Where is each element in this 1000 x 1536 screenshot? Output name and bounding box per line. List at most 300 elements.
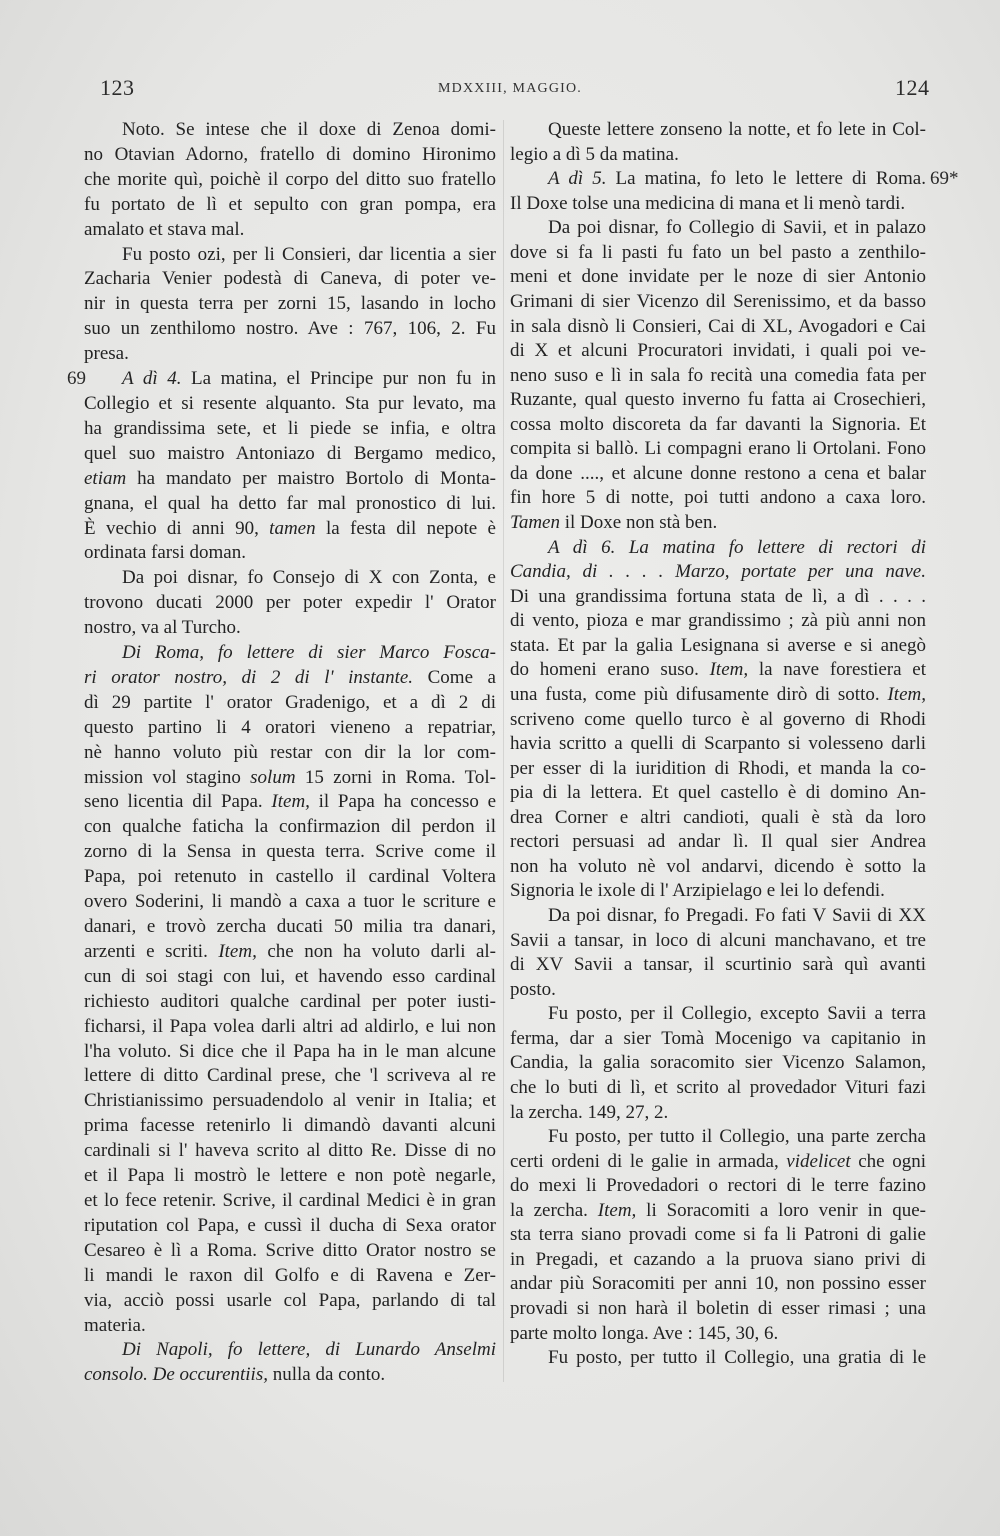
italic-text-segment: ri orator nostro, di 2 di l' instante.	[84, 666, 414, 688]
text-segment: che morite quì, poichè il corpo del ditto suo fratello	[84, 168, 496, 190]
text-segment: Fu posto, per tutto il Collegio, una parte zercha	[548, 1126, 926, 1148]
page-number-left: 123	[100, 75, 135, 100]
text-segment: Candia, la galia soracomito sier Vicenzo Salamon,	[510, 1052, 926, 1074]
paragraph	[84, 243, 496, 368]
text-segment: 15 zorni in Roma. Tol-	[295, 766, 496, 788]
text-segment: il Doxe non stà ben.	[559, 512, 718, 533]
text-line	[510, 486, 926, 511]
text-segment: fin hore 5 di notte, poi tutti andono a caxa loro.	[510, 487, 926, 509]
text-line	[510, 683, 926, 708]
line-text	[548, 537, 926, 558]
text-line	[84, 591, 496, 616]
line-text	[84, 144, 496, 165]
text-line	[84, 741, 496, 766]
line-text	[510, 266, 926, 287]
line-text	[510, 758, 926, 779]
line-text	[510, 610, 926, 631]
text-segment: nè hanno voluto più restar con dir la lor com-	[84, 741, 496, 763]
text-segment: amalato et stava mal.	[84, 218, 245, 240]
paragraph	[510, 167, 959, 216]
line-text	[548, 168, 926, 189]
line-text	[510, 684, 926, 705]
line-text	[84, 194, 496, 215]
text-line	[510, 167, 959, 192]
line-text	[510, 659, 926, 680]
text-segment: compita si ballò. Li compagni erano li Ortolani. Fono	[510, 438, 926, 460]
line-text	[510, 709, 926, 730]
text-segment: di vento, pioza e mar grandissimo ; zà più anni non	[510, 610, 926, 632]
line-text	[122, 119, 496, 140]
text-segment: Queste lettere zonseno la notte, et fo lete in Col-	[548, 119, 926, 140]
line-text	[510, 586, 926, 607]
text-segment: dove si fa li pasti fu fato un bel pasto a zenthilo-	[510, 241, 926, 263]
text-line	[510, 118, 926, 143]
text-line	[510, 511, 926, 536]
text-line	[84, 243, 496, 268]
text-segment: li mandi le raxon dil Golfo e di Ravena e Zer-	[84, 1264, 496, 1286]
line-text	[84, 767, 496, 788]
text-line	[510, 413, 926, 438]
text-segment: Fu posto, per tutto il Collegio, una gratia di le	[548, 1347, 926, 1369]
text-line	[84, 716, 496, 741]
text-line	[510, 216, 926, 241]
line-text	[510, 954, 926, 975]
line-text	[84, 443, 496, 464]
text-line	[84, 492, 496, 517]
text-segment: Grimani di sier Vicenzo dil Serenissimo, et da basso	[510, 290, 926, 312]
line-text	[510, 242, 926, 263]
text-segment: materia.	[84, 1314, 146, 1336]
paragraph	[510, 1346, 926, 1371]
line-text	[84, 617, 241, 638]
column-divider	[503, 120, 504, 1382]
text-segment: gnana, el qual ha detto far mal pronostico di lui.	[84, 492, 496, 514]
text-line	[510, 1027, 926, 1052]
line-text	[84, 1290, 496, 1311]
line-text	[84, 1240, 496, 1261]
text-line	[510, 904, 926, 929]
line-text	[548, 217, 926, 238]
text-segment: ferma, dar a sier Tomà Mocenigo va capitanio in	[510, 1027, 926, 1049]
line-text	[122, 567, 496, 588]
text-segment: seno licentia dil Papa.	[84, 791, 272, 813]
text-line	[510, 658, 926, 683]
text-segment: che lo buti di lì, et scrito al provedador Vituri fazi	[510, 1076, 926, 1098]
paragraph	[510, 904, 926, 1002]
text-segment: Savii a tansar, in loco di alcuni manchavano, et tre	[510, 929, 926, 951]
text-line	[84, 1289, 496, 1314]
text-line	[84, 616, 496, 641]
text-segment: che non ha voluto darli al-	[256, 940, 496, 962]
text-segment: Signoria le ixole di l' Arzipielago e lei lo defendi.	[510, 880, 885, 902]
text-line	[510, 315, 926, 340]
line-text	[548, 1003, 926, 1024]
italic-text-segment: Di Napoli, fo lettere, di Lunardo Anselmi	[122, 1339, 496, 1361]
text-segment: Come a	[413, 666, 496, 688]
line-text	[84, 1041, 496, 1062]
text-segment: nulla da conto.	[267, 1364, 386, 1386]
text-line	[510, 364, 926, 389]
text-line	[510, 1101, 926, 1126]
text-line	[84, 840, 496, 865]
line-text	[84, 966, 496, 987]
line-text	[510, 291, 926, 312]
text-segment: di X et alcuni Procuratori invidati, i quali poi ve-	[510, 340, 926, 362]
text-line	[84, 691, 496, 716]
text-line	[510, 634, 926, 659]
line-text	[84, 717, 496, 738]
text-line	[510, 781, 926, 806]
text-line	[510, 953, 926, 978]
text-segment: Cesareo è lì a Roma. Scrive ditto Orator nostro se	[84, 1239, 496, 1261]
line-text	[510, 1175, 926, 1196]
left-column	[67, 118, 497, 1388]
text-segment: zorno di la Sensa in questa terra. Scrive come il	[84, 841, 496, 863]
text-segment: Collegio et si resente alquanto. Sta pur levato, ma	[84, 392, 496, 414]
text-segment: ficharsi, il Papa volea darli altri ad aldirlo, e lui non	[84, 1015, 496, 1037]
line-text	[510, 512, 717, 533]
text-line	[510, 1248, 926, 1273]
italic-text-segment: Candia, di . . . . Marzo, portate per una nave.	[510, 561, 926, 583]
italic-text-segment: Item,	[597, 1199, 637, 1221]
text-line	[510, 708, 926, 733]
text-line	[84, 1040, 496, 1065]
paragraph	[84, 641, 496, 1338]
text-line	[84, 218, 496, 243]
text-segment: la nave forestiera et	[748, 659, 926, 681]
paragraph	[84, 1338, 496, 1388]
text-line	[510, 732, 926, 757]
text-segment: stata. Et par la galia Lesignana si averse e si anegò	[510, 634, 926, 656]
text-line	[510, 1223, 926, 1248]
line-text	[84, 318, 496, 339]
text-segment: arzenti e scriti.	[84, 940, 219, 962]
line-text	[84, 891, 496, 912]
text-segment: do homeni erano suso.	[510, 659, 710, 681]
line-text	[84, 1215, 496, 1236]
line-text	[84, 941, 496, 962]
text-line	[84, 990, 496, 1015]
text-line	[510, 757, 926, 782]
line-text	[84, 991, 496, 1012]
paragraph	[84, 118, 496, 243]
text-line	[84, 1089, 496, 1114]
text-line	[84, 517, 496, 542]
paragraph	[84, 566, 496, 641]
text-line	[510, 1150, 926, 1175]
line-text	[84, 493, 496, 514]
text-segment: rectori persuasi ad andar lì. Il qual sier Andrea	[510, 831, 926, 853]
text-line	[510, 585, 926, 610]
text-line	[510, 978, 926, 1003]
line-text	[84, 1115, 496, 1136]
text-line	[84, 1164, 496, 1189]
line-text	[510, 1298, 926, 1319]
italic-text-segment: A dì 6. La matina fo lettere di rectori di	[548, 536, 926, 558]
text-segment: provadi si non harà il boletin di esser rimasi ; una	[510, 1298, 926, 1319]
italic-text-segment: Item,	[271, 791, 310, 813]
text-segment: la zercha. 149, 27, 2.	[510, 1101, 669, 1123]
line-text	[84, 1165, 496, 1186]
text-line	[510, 143, 926, 168]
text-line	[84, 342, 496, 367]
margin-note: 69	[67, 368, 86, 390]
text-segment: overo Soderini, li mandò a caxa a tuor le scriture e	[84, 891, 496, 913]
text-segment: in sala disnò li Consieri, Cai di XL, Avogadori e Cai	[510, 315, 926, 337]
italic-text-segment: tamen	[269, 517, 316, 539]
text-line	[84, 392, 496, 417]
text-line	[67, 367, 496, 392]
paragraph	[67, 367, 496, 566]
text-line	[84, 890, 496, 915]
text-segment: sta terra siano provadi come si fa li Patroni di galie	[510, 1224, 926, 1246]
text-segment: meni et done invidate per le noze di sier Antonio	[510, 266, 926, 288]
text-line	[510, 879, 926, 904]
text-segment: Zacharia Venier podestà di Caneva, di poter ve-	[84, 268, 496, 290]
text-line	[84, 965, 496, 990]
text-line	[510, 1174, 926, 1199]
text-line	[510, 1076, 926, 1101]
italic-text-segment: Di Roma, fo lettere di sier Marco Fosca-	[122, 642, 496, 664]
line-text	[84, 1364, 385, 1385]
text-segment: richiesto auditori qualche cardinal per poter iusti-	[84, 990, 496, 1012]
line-text	[510, 1102, 668, 1123]
text-line	[510, 609, 926, 634]
text-segment: cun di soi stagi con lui, et havendo esso cardinal	[84, 965, 496, 987]
line-text	[510, 193, 905, 214]
text-segment: parte molto longa. Ave : 145, 30, 6.	[510, 1322, 779, 1344]
line-text	[84, 692, 496, 713]
text-line	[84, 292, 496, 317]
text-segment: di XV Savii a tansar, il scurtinio sarà quì avanti	[510, 954, 926, 976]
text-segment: posto.	[510, 978, 556, 1000]
text-line	[84, 1314, 496, 1339]
line-text	[510, 316, 926, 337]
text-segment: questo partino li 4 oratori vieneno a repatriar,	[84, 716, 496, 738]
line-text	[122, 244, 496, 265]
line-text	[84, 219, 244, 240]
line-text	[84, 393, 496, 414]
line-text	[510, 414, 926, 435]
line-text	[510, 635, 926, 656]
line-text	[84, 343, 129, 364]
text-line	[84, 267, 496, 292]
text-line	[510, 855, 926, 880]
text-segment: Da poi disnar, fo Collegio di Savii, et in palazo	[548, 217, 926, 239]
line-text	[510, 1249, 926, 1270]
line-text	[510, 831, 926, 852]
text-line	[84, 1239, 496, 1264]
line-text	[84, 418, 496, 439]
text-line	[84, 541, 496, 566]
text-segment: ha grandissima sete, et li piede se infia, e oltra	[84, 417, 496, 439]
paragraph	[510, 536, 926, 904]
text-segment: dì 29 partite l' orator Gradenigo, et a dì 2 di	[84, 691, 496, 713]
line-text	[510, 1028, 926, 1049]
line-text	[84, 1140, 496, 1161]
text-line	[84, 143, 496, 168]
paragraph	[510, 118, 926, 167]
text-line	[510, 462, 926, 487]
text-line	[84, 766, 496, 791]
line-text	[122, 1339, 496, 1360]
text-segment: La matina, el Principe pur non fu in	[181, 368, 496, 390]
text-segment: via, acciò possi usarle col Papa, parlando di tal	[84, 1289, 496, 1311]
line-text	[510, 438, 926, 459]
text-line	[84, 865, 496, 890]
line-text	[84, 1265, 496, 1286]
text-segment: Fu posto, per il Collegio, excepto Savii a terra	[548, 1003, 926, 1025]
text-line	[84, 790, 496, 815]
text-segment: Fu posto ozi, per li Consieri, dar licentia a sier	[122, 243, 496, 265]
text-segment: riputation col Papa, e cussì il ducha di Sexa orator	[84, 1214, 496, 1236]
text-segment: andar più Soracomiti per anni 10, non possino esser	[510, 1273, 926, 1295]
text-line	[84, 442, 496, 467]
line-text	[510, 979, 556, 1000]
line-text	[510, 463, 926, 484]
text-line	[84, 193, 496, 218]
line-text	[510, 1323, 778, 1344]
text-segment: suo un zenthilomo nostro. Ave : 767, 106, 2. Fu	[84, 318, 496, 340]
text-segment: Di una grandissima fortuna stata de lì, a dì . . . .	[510, 585, 926, 607]
line-text	[510, 389, 926, 410]
text-segment: havia scritto a quelli di Scarpanto si volesseno darli	[510, 733, 926, 755]
text-segment: con qualche faticha la confirmazion dil perdon il	[84, 816, 496, 838]
text-line	[510, 1002, 926, 1027]
line-text	[84, 1315, 146, 1336]
text-segment: Il Doxe tolse una medicina di mana et li menò tardi.	[510, 192, 906, 214]
text-segment: Christianissimo persuadendolo al venir in Italia; et	[84, 1090, 496, 1112]
line-text	[548, 1347, 926, 1368]
text-line	[510, 241, 926, 266]
text-line	[84, 940, 496, 965]
line-text	[84, 667, 496, 688]
text-segment: scriveno come quello turco è al governo di Rhodi	[510, 708, 926, 730]
text-line	[84, 566, 496, 591]
text-segment: danari, e trovò zercha ducati 50 milia tra danari,	[84, 916, 496, 937]
text-line	[84, 168, 496, 193]
text-segment: il Papa ha concesso e	[309, 791, 497, 813]
text-segment: pia di la lettera. Et quel castello è di domino An-	[510, 782, 926, 804]
line-text	[84, 916, 496, 937]
text-segment: Da poi disnar, fo Pregadi. Fo fati V Savii di XX	[548, 905, 926, 926]
text-line	[510, 192, 926, 217]
line-text	[510, 1077, 926, 1098]
paragraph	[510, 1125, 926, 1346]
text-segment: la festa dil nepote è	[315, 517, 496, 539]
line-text	[510, 807, 926, 828]
line-text	[548, 905, 926, 926]
text-line	[510, 437, 926, 462]
line-text	[548, 1126, 926, 1147]
line-text	[84, 1016, 496, 1037]
text-line	[84, 1264, 496, 1289]
line-text	[548, 119, 926, 140]
text-segment: drea Corner e altri candioti, quali è stà da loro	[510, 806, 926, 828]
text-line	[510, 929, 926, 954]
italic-text-segment: A dì 4.	[122, 368, 182, 390]
text-line	[510, 1346, 926, 1371]
text-segment: nostro, va al Turcho.	[84, 617, 241, 639]
line-text	[510, 856, 926, 877]
line-text	[84, 866, 496, 887]
line-text	[510, 880, 885, 901]
paragraph	[510, 216, 926, 535]
text-segment: lettere di ditto Cardinal prese, che 'l scriveva al re	[84, 1065, 496, 1087]
text-segment: mission vol stagino	[84, 766, 251, 788]
line-text	[510, 1052, 926, 1073]
text-segment: per esser di la iuridition di Rhodi, et manda la co-	[510, 757, 926, 779]
text-line	[84, 1338, 496, 1363]
text-line	[84, 467, 496, 492]
italic-text-segment: Item,	[709, 659, 749, 681]
line-text	[510, 144, 679, 165]
text-line	[84, 1214, 496, 1239]
paragraph	[510, 1002, 926, 1125]
text-segment: Noto. Se intese che il doxe di Zenoa domi-	[122, 119, 496, 140]
text-segment: ha mandato per maistro Bortolo di Monta-	[126, 467, 496, 489]
line-text	[510, 1151, 926, 1172]
line-text	[84, 742, 496, 763]
text-segment: nir in questa terra per zorni 15, lasando in locho	[84, 293, 496, 315]
line-text	[510, 487, 926, 508]
text-line	[510, 536, 926, 561]
line-text	[84, 542, 246, 563]
text-segment: Papa, poi retenuto in castello il cardinal Voltera	[84, 866, 496, 888]
text-segment: cardinali si l' haveva scrito al ditto Re. Disse di no	[84, 1140, 496, 1162]
text-segment: la zercha.	[510, 1199, 598, 1221]
margin-note: 69*	[930, 168, 959, 190]
text-segment: ordinata farsi doman.	[84, 542, 246, 564]
line-text	[84, 1190, 496, 1211]
text-segment: et lo fece retenir. Scrive, il cardinal Medici è in gran	[84, 1189, 496, 1211]
line-text	[510, 340, 926, 361]
line-text	[84, 1065, 496, 1086]
text-line	[84, 915, 496, 940]
text-segment: et il Papa li mostrò le lettere e non potè negarle,	[84, 1165, 496, 1187]
line-text	[510, 1273, 926, 1294]
running-title: MDXXIII, MAGGIO.	[437, 81, 583, 96]
right-column	[510, 118, 959, 1371]
line-text	[122, 642, 496, 663]
text-segment: neno suso e lì in sala fo recità una comedia fata per	[510, 364, 926, 386]
line-text	[510, 561, 926, 582]
text-segment: trovono ducati 2000 per poter expedir l' Orator	[84, 592, 496, 614]
line-text	[510, 1224, 926, 1245]
text-line	[84, 417, 496, 442]
italic-text-segment: consolo. De occurentiis,	[84, 1364, 268, 1386]
text-line	[84, 815, 496, 840]
italic-text-segment: Tamen	[510, 512, 560, 533]
text-segment: certi ordeni di le galie in armada,	[510, 1150, 787, 1172]
italic-text-segment: Item,	[218, 940, 257, 962]
text-segment: che ogni	[850, 1150, 926, 1172]
text-segment: do mexi li Provedadori o rectori di le terre fazino	[510, 1175, 926, 1197]
text-segment: È vechio di anni 90,	[84, 517, 270, 539]
line-text	[510, 782, 926, 803]
text-line	[84, 666, 496, 691]
text-line	[510, 1199, 926, 1224]
text-line	[84, 641, 496, 666]
text-segment: una fusta, come più difusamente dirò di sotto.	[510, 683, 888, 705]
italic-text-segment: A dì 5.	[548, 168, 607, 190]
italic-text-segment: etiam	[84, 467, 127, 489]
line-text	[84, 268, 496, 289]
line-text	[122, 368, 496, 389]
text-segment: legio a dì 5 da matina.	[510, 143, 679, 165]
text-line	[84, 1363, 496, 1388]
line-text	[84, 841, 496, 862]
